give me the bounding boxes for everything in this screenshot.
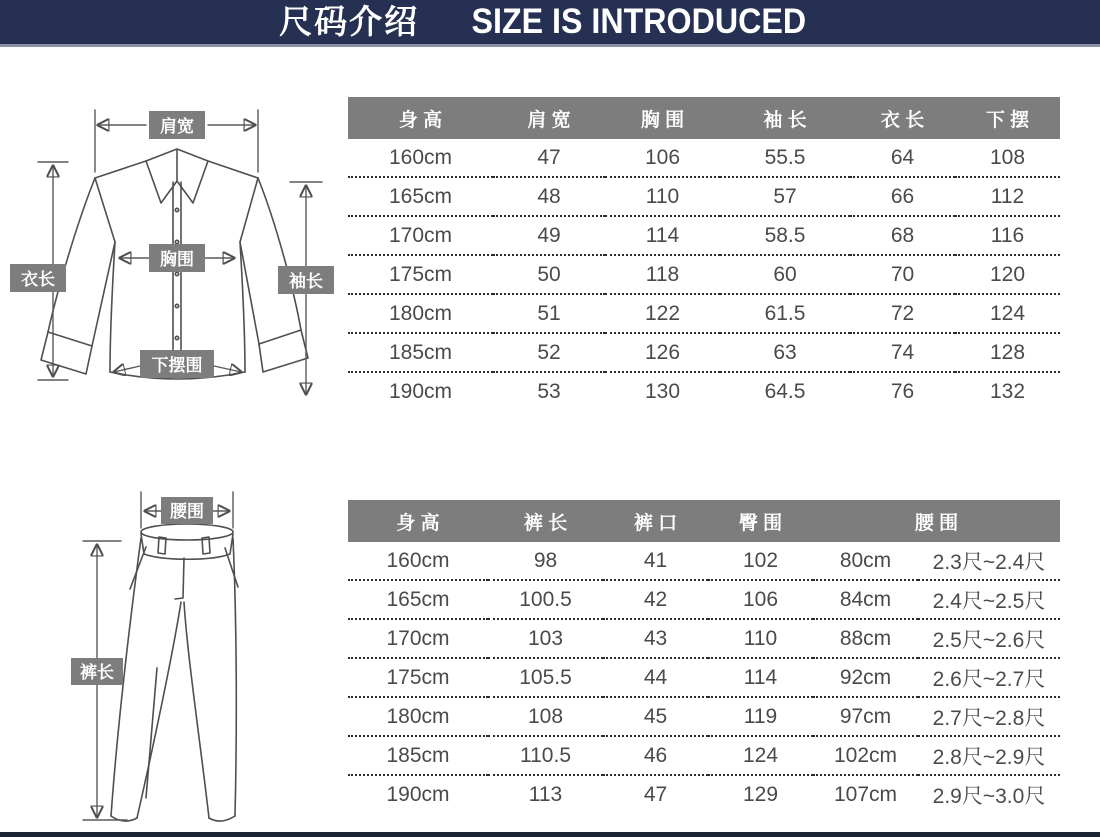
table-row xyxy=(348,658,1060,697)
table-cell: 55.5 xyxy=(720,139,850,177)
table-cell: 58.5 xyxy=(720,216,850,255)
table-cell: 128 xyxy=(955,333,1060,372)
table-cell: 180cm xyxy=(348,697,488,736)
column-header: 腰 围 xyxy=(813,500,1060,542)
table-cell: 170cm xyxy=(348,216,493,255)
header-row xyxy=(348,97,1060,139)
table-cell: 64 xyxy=(850,139,955,177)
sleeve-length-measure xyxy=(278,182,334,394)
table-cell: 45 xyxy=(603,697,708,736)
table-cell: 108 xyxy=(955,139,1060,177)
table-row xyxy=(348,139,1060,177)
shoulder-width-label: 肩宽 xyxy=(160,117,194,136)
table-cell: 72 xyxy=(850,294,955,333)
table-cell: 70 xyxy=(850,255,955,294)
column-header: 身 高 xyxy=(348,97,493,139)
table-cell: 74 xyxy=(850,333,955,372)
table-cell: 64.5 xyxy=(764,379,806,403)
table-cell: 110.5 xyxy=(488,736,603,775)
table-cell: 120 xyxy=(955,255,1060,294)
table-cell: 47 xyxy=(643,782,668,806)
table-row xyxy=(348,333,1060,372)
table-cell: 42 xyxy=(603,580,708,619)
waist-label: 腰围 xyxy=(170,502,204,521)
table-row xyxy=(348,736,1060,775)
shirt-size-table xyxy=(348,97,1060,410)
table-cell: 118 xyxy=(605,255,720,294)
table-row xyxy=(348,775,1060,813)
column-header: 裤 长 xyxy=(488,500,603,542)
table-cell: 105.5 xyxy=(488,658,603,697)
sleeve-length-label: 袖长 xyxy=(289,272,323,291)
table-cell: 190cm xyxy=(388,379,453,403)
table-cell: 50 xyxy=(493,255,605,294)
table-cell: 84cm xyxy=(813,580,918,619)
table-cell: 63 xyxy=(720,333,850,372)
table-cell: 122 xyxy=(605,294,720,333)
hem-label: 下摆围 xyxy=(151,356,203,375)
table-row xyxy=(348,697,1060,736)
column-header: 下 摆 xyxy=(955,97,1060,139)
table-cell: 160cm xyxy=(348,139,493,177)
waist-measure xyxy=(141,492,233,528)
table-cell: 2.3尺~2.4尺 xyxy=(918,542,1060,580)
table-cell: 126 xyxy=(605,333,720,372)
table-cell: 46 xyxy=(603,736,708,775)
table-cell: 92cm xyxy=(813,658,918,697)
table-cell: 165cm xyxy=(348,177,493,216)
garment-length-measure xyxy=(10,162,68,380)
column-header: 衣 长 xyxy=(850,97,955,139)
chest-label: 胸围 xyxy=(160,250,194,269)
table-cell: 124 xyxy=(708,736,813,775)
column-header: 臀 围 xyxy=(708,500,813,542)
table-cell: 76 xyxy=(890,379,915,403)
table-cell: 48 xyxy=(493,177,605,216)
table-cell: 2.6尺~2.7尺 xyxy=(918,658,1060,697)
table-cell: 100.5 xyxy=(488,580,603,619)
table-cell: 98 xyxy=(488,542,603,580)
table-cell: 53 xyxy=(537,379,561,403)
header-row xyxy=(348,500,1060,542)
table-cell: 80cm xyxy=(813,542,918,580)
table-cell: 2.5尺~2.6尺 xyxy=(918,619,1060,658)
table-cell: 124 xyxy=(955,294,1060,333)
table-cell: 52 xyxy=(493,333,605,372)
table-cell: 2.8尺~2.9尺 xyxy=(918,736,1060,775)
table-cell: 102cm xyxy=(813,736,918,775)
table-cell: 110 xyxy=(605,177,720,216)
table-cell: 61.5 xyxy=(720,294,850,333)
table-cell: 119 xyxy=(708,697,813,736)
table-cell: 130 xyxy=(644,379,681,403)
pants-length-measure xyxy=(71,541,127,820)
table-cell: 113 xyxy=(528,782,563,806)
pants-size-table xyxy=(348,500,1060,813)
shirt-measurement-diagram xyxy=(0,60,345,422)
table-cell: 97cm xyxy=(813,697,918,736)
table-cell: 114 xyxy=(708,658,813,697)
table-row xyxy=(348,177,1060,216)
table-cell: 47 xyxy=(493,139,605,177)
column-header: 胸 围 xyxy=(605,97,720,139)
title-banner xyxy=(0,0,1100,47)
pants-measurement-diagram xyxy=(25,468,370,837)
column-header: 身 高 xyxy=(348,500,488,542)
table-cell: 51 xyxy=(493,294,605,333)
table-cell: 41 xyxy=(603,542,708,580)
table-cell: 102 xyxy=(708,542,813,580)
table-cell: 165cm xyxy=(348,580,488,619)
table-cell: 60 xyxy=(720,255,850,294)
table-cell: 2.9尺~3.0尺 xyxy=(932,784,1046,808)
pants-line-art xyxy=(111,524,238,821)
table-row xyxy=(348,372,1060,410)
table-cell: 2.7尺~2.8尺 xyxy=(918,697,1060,736)
bottom-divider-bar xyxy=(0,832,1100,837)
table-cell: 57 xyxy=(720,177,850,216)
table-cell: 185cm xyxy=(348,333,493,372)
table-cell: 160cm xyxy=(348,542,488,580)
table-cell: 132 xyxy=(989,379,1026,403)
table-cell: 108 xyxy=(488,697,603,736)
hem-measure xyxy=(114,350,241,378)
table-cell: 49 xyxy=(493,216,605,255)
table-cell: 107cm xyxy=(833,782,898,806)
table-row xyxy=(348,216,1060,255)
table-cell: 44 xyxy=(603,658,708,697)
table-cell: 103 xyxy=(488,619,603,658)
table-cell: 110 xyxy=(708,619,813,658)
table-cell: 66 xyxy=(850,177,955,216)
table-cell: 88cm xyxy=(813,619,918,658)
table-cell: 175cm xyxy=(348,255,493,294)
table-cell: 185cm xyxy=(348,736,488,775)
table-cell: 180cm xyxy=(348,294,493,333)
page-title-english: SIZE IS INTRODUCED xyxy=(471,2,807,41)
table-row xyxy=(348,580,1060,619)
chest-measure xyxy=(120,244,234,272)
column-header: 袖 长 xyxy=(720,97,850,139)
column-header: 裤 口 xyxy=(603,500,708,542)
table-row xyxy=(348,542,1060,580)
page-title-chinese: 尺码介绍 xyxy=(279,3,420,40)
column-header: 肩 宽 xyxy=(493,97,605,139)
table-cell: 106 xyxy=(708,580,813,619)
table-cell: 190cm xyxy=(386,782,450,806)
table-cell: 68 xyxy=(850,216,955,255)
table-cell: 43 xyxy=(603,619,708,658)
garment-length-label: 衣长 xyxy=(21,270,55,289)
table-cell: 112 xyxy=(955,177,1060,216)
table-cell: 170cm xyxy=(348,619,488,658)
table-cell: 106 xyxy=(605,139,720,177)
table-cell: 2.4尺~2.5尺 xyxy=(918,580,1060,619)
table-row xyxy=(348,619,1060,658)
table-row xyxy=(348,255,1060,294)
table-cell: 175cm xyxy=(348,658,488,697)
table-cell: 129 xyxy=(742,782,779,806)
table-cell: 116 xyxy=(955,216,1060,255)
table-cell: 114 xyxy=(605,216,720,255)
pants-length-label: 裤长 xyxy=(80,663,114,682)
table-row xyxy=(348,294,1060,333)
